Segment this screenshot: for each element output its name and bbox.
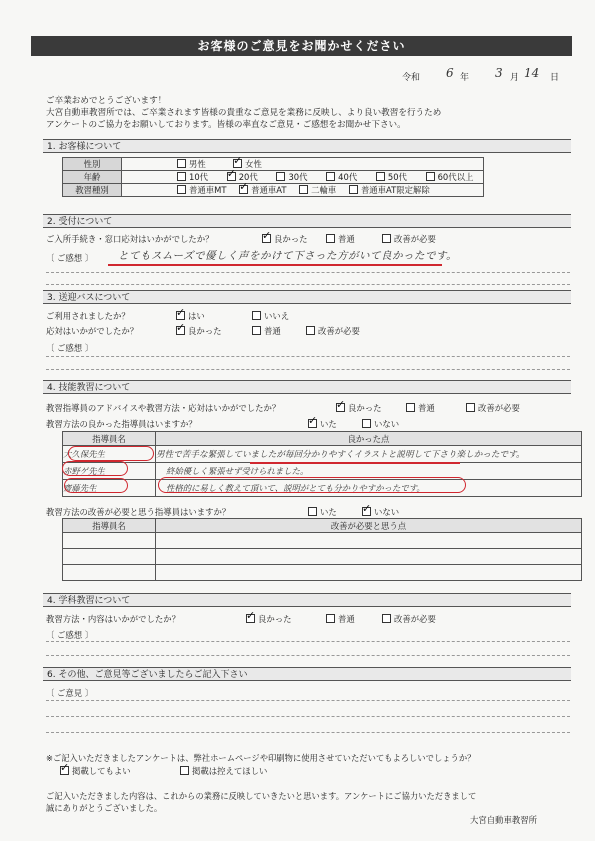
lecture-comment-label: 〔 ご感想 〕 [46,630,94,640]
point-highlight-3 [158,477,466,493]
reception-normal-label: 普通 [338,234,355,244]
age-20s-checkbox[interactable] [227,172,236,181]
reception-good-checkbox[interactable] [262,234,271,243]
date-year: 6 [446,66,454,80]
bus-yes-label: はい [188,311,205,321]
section-customer-header: 1. お客様について [43,139,571,153]
name-highlight-1 [68,446,154,461]
lecture-normal-checkbox[interactable] [326,614,335,623]
bad-row-2-point[interactable] [156,549,582,565]
intro-line-3: アンケートのご協力をお願いしております。皆様の率直なご意見・ご感想をお聞かせ下さい。 [46,120,406,130]
age-40s-label: 40代 [338,172,358,182]
closing-line-2: 誠にありがとうございました。 [46,803,163,813]
bad-row-1[interactable] [63,533,156,549]
point-underline-1 [250,462,460,464]
skill-q3: 教習方法の改善が必要と思う指導員はいますか？ [46,507,231,517]
other-line-1 [46,700,570,701]
gender-label: 性別 [63,158,122,171]
type-at-checkbox[interactable] [239,185,248,194]
good-teacher-no-label: いない [374,419,400,429]
reception-underline [108,264,442,266]
lecture-good-checkbox[interactable] [246,614,255,623]
age-60s-checkbox[interactable] [426,172,435,181]
intro-line-2: 大宮自動車教習所では、ご卒業されます皆様の貴重なご意見を業務に反映し、より良い教習を行うため [46,108,442,118]
skill-q1: 教習指導員のアドバイスや教習方法・応対はいかがでしたか？ [46,403,281,413]
reception-comment-label: 〔 ご感想 〕 [46,253,94,263]
age-30s-checkbox[interactable] [276,172,285,181]
other-line-2 [46,716,570,717]
publish-ok-label: 掲載してもよい [72,766,131,776]
age-60s-label: 60代以上 [437,172,474,182]
type-bike-label: 二輪車 [311,185,337,195]
lecture-improve-checkbox[interactable] [382,614,391,623]
bad-teacher-table [62,518,582,581]
page-title: お客様のご意見をお聞かせください [31,36,572,56]
good-header-point: 良かった点 [156,432,582,446]
bad-teacher-yes-checkbox[interactable] [308,507,317,516]
section-reception-header: 2. 受付について [43,214,571,228]
bad-row-1-point[interactable] [156,533,582,549]
bad-row-3[interactable] [63,565,156,581]
bus-normal-label: 普通 [264,326,281,336]
skill-good-checkbox[interactable] [336,403,345,412]
lecture-question: 教習方法・内容はいかがでしたか？ [46,614,180,624]
reception-comment[interactable]: とてもスムーズで優しく声をかけて下さった方がいて良かったです。 [118,250,458,262]
customer-table [62,157,484,197]
date-day-unit: 日 [550,73,560,83]
publish-ok-checkbox[interactable] [60,766,69,775]
reception-good-label: 良かった [274,234,308,244]
gender-female-label: 女性 [245,159,262,169]
good-row-1-point[interactable]: 男性で苦手な緊張していましたが毎回分かりやすくイラストと説明して下さり楽しかったです。 [156,446,582,463]
age-40s-checkbox[interactable] [326,172,335,181]
age-20s-label: 20代 [238,172,258,182]
name-highlight-3 [64,478,128,493]
good-teacher-yes-label: いた [320,419,337,429]
good-header-name: 指導員名 [63,432,156,446]
gender-male-checkbox[interactable] [177,159,186,168]
age-50s-label: 50代 [387,172,407,182]
skill-normal-checkbox[interactable] [406,403,415,412]
bad-header-name: 指導員名 [63,519,156,533]
section-bus-header: 3. 送迎バスについて [43,290,571,304]
type-limit-label: 普通車AT限定解除 [360,185,430,195]
bus-q2: 応対はいかがでしたか？ [46,326,139,336]
bus-line-1 [46,356,570,357]
bad-teacher-yes-label: いた [320,507,337,517]
lecture-line-2 [46,655,570,656]
type-limit-checkbox[interactable] [349,185,358,194]
bus-good-checkbox[interactable] [176,326,185,335]
date-year-unit: 年 [460,73,470,83]
age-label: 年齢 [63,171,122,184]
bad-row-2[interactable] [63,549,156,565]
reception-improve-label: 改善が必要 [394,234,436,244]
bus-line-2 [46,369,570,370]
type-mt-label: 普通車MT [189,185,227,195]
bus-good-label: 良かった [188,326,222,336]
bad-teacher-no-label: いない [374,507,400,517]
date-month-unit: 月 [510,73,520,83]
name-highlight-2 [62,461,128,476]
date-era: 令和 [402,73,421,83]
skill-q2: 教習方法の良かった指導員はいますか？ [46,419,197,429]
intro-line-1: ご卒業おめでとうございます！ [46,96,167,106]
bad-header-point: 改善が必要と思う点 [156,519,582,533]
bus-comment-label: 〔 ご感想 〕 [46,343,94,353]
other-comment-label: 〔 ご意見 〕 [46,688,94,698]
good-row-2-point[interactable]: 終始優しく緊張せず受けられました。 [156,463,582,480]
gender-male-label: 男性 [189,159,206,169]
lecture-line-1 [46,641,570,642]
bus-improve-label: 改善が必要 [318,326,360,336]
bus-yes-checkbox[interactable] [176,311,185,320]
date-day: 14 [524,66,540,80]
date-month: 3 [495,66,503,80]
reception-line-1 [46,272,570,273]
type-label: 教習種別 [63,184,122,197]
bus-q1: ご利用されましたか？ [46,311,130,321]
skill-improve-label: 改善が必要 [478,403,520,413]
good-row-1-name[interactable]: 大久保先生 [63,446,156,463]
age-10s-checkbox[interactable] [177,172,186,181]
publish-no-checkbox[interactable] [180,766,189,775]
publish-note: ※ご記入いただきましたアンケートは、弊社ホームページや印刷物に使用させていただいてもよろしいでしょうか？ [46,753,476,763]
lecture-normal-label: 普通 [338,614,355,624]
section-lecture-header: 4. 学科教習について [43,593,571,607]
type-bike-checkbox[interactable] [299,185,308,194]
skill-good-label: 良かった [348,403,382,413]
age-50s-checkbox[interactable] [376,172,385,181]
bad-teacher-no-checkbox[interactable] [362,507,371,516]
closing-line-1: ご記入いただきました内容は、これからの業務に反映していきたいと思います。アンケートにご協力いただきまして [46,791,477,801]
reception-improve-checkbox[interactable] [382,234,391,243]
bus-normal-checkbox[interactable] [252,326,261,335]
section-other-header: 6. その他、ご意見等ございましたらご記入下さい [43,667,571,681]
good-row-3-point[interactable]: 性格的に易しく教えて頂いて、説明がとても分かりやすかったです。 [156,480,582,497]
reception-normal-checkbox[interactable] [326,234,335,243]
bus-improve-checkbox[interactable] [306,326,315,335]
reception-question: ご入所手続き・窓口応対はいかがでしたか？ [46,234,214,244]
signature: 大宮自動車教習所 [470,815,537,825]
bus-no-label: いいえ [264,311,290,321]
skill-normal-label: 普通 [418,403,435,413]
good-row-3-name[interactable]: 齋藤先生 [63,480,156,497]
type-mt-checkbox[interactable] [177,185,186,194]
good-teacher-no-checkbox[interactable] [362,419,371,428]
type-at-label: 普通車AT [251,185,287,195]
publish-no-label: 掲載は控えてほしい [192,766,268,776]
good-teacher-yes-checkbox[interactable] [308,419,317,428]
lecture-good-label: 良かった [258,614,292,624]
skill-improve-checkbox[interactable] [466,403,475,412]
good-row-2-name[interactable]: 赤野ゲ先生 [63,463,156,480]
bad-row-3-point[interactable] [156,565,582,581]
age-10s-label: 10代 [189,172,209,182]
section-skill-header: 4. 技能教習について [43,380,571,394]
lecture-improve-label: 改善が必要 [394,614,436,624]
bus-no-checkbox[interactable] [252,311,261,320]
age-30s-label: 30代 [288,172,308,182]
other-line-3 [46,732,570,733]
reception-line-2 [46,284,570,285]
